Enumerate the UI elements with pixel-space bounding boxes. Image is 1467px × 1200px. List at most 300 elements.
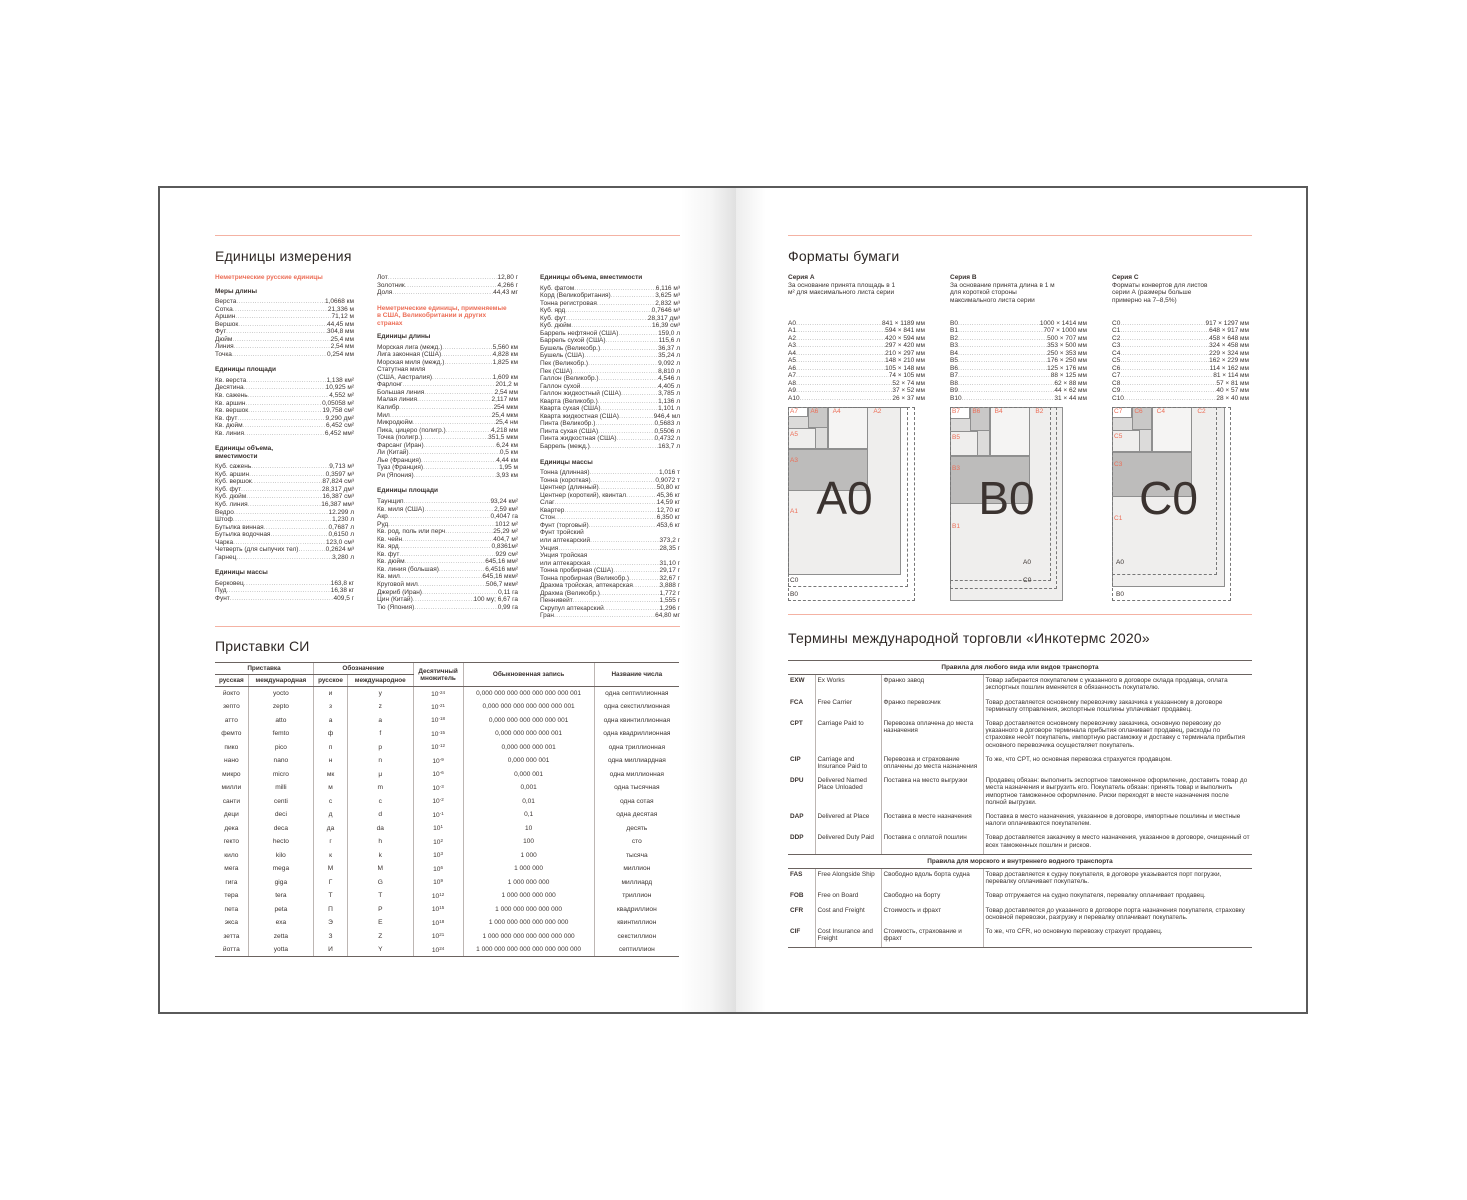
leader-dots [796, 380, 892, 388]
format-name: C9 [1112, 387, 1121, 395]
unit-name: Кв. сажень [215, 391, 248, 399]
multiplier: $10^{-3}$ [413, 781, 463, 795]
unit-row [215, 377, 354, 385]
unit-row [540, 597, 680, 605]
format-name: C10 [1112, 395, 1124, 403]
unit-value: 2,54 мм [330, 343, 354, 351]
format-name: A2 [788, 334, 796, 342]
col3-volume-list [540, 285, 680, 451]
unit-row [540, 368, 680, 376]
leader-dots [388, 521, 495, 529]
leader-dots [230, 595, 334, 603]
table-row [788, 905, 1252, 926]
table-row [215, 943, 679, 957]
unit-name: Линия [215, 343, 234, 351]
format-name: B9 [950, 387, 958, 395]
size-row [788, 350, 925, 358]
size-row [950, 387, 1087, 395]
symbol-international: n [347, 754, 413, 768]
prefix-international: micro [248, 768, 313, 782]
term-ru: Поставка в месте назначения [881, 811, 983, 832]
leader-dots [418, 581, 486, 589]
si-head-name: Название числа [594, 663, 679, 687]
unit-value: 0,11 га [498, 588, 518, 596]
format-size: 250 × 353 мм [1047, 349, 1087, 357]
format-label: C6 [1134, 408, 1143, 415]
symbol-russian: а [314, 714, 348, 728]
unit-value: 4,828 км [492, 351, 518, 359]
common-notation: 1 000 000 000 000 [463, 889, 594, 903]
term-code: DDP [788, 832, 815, 854]
unit-value: 1,609 км [492, 373, 518, 381]
incoterms-title: Термины международной торговли «Инкотермс 2020» [788, 630, 1150, 646]
format-label: C3 [1114, 461, 1123, 468]
unit-value: 163,8 кг [330, 579, 354, 587]
unit-row [377, 351, 518, 359]
us-length-list [377, 344, 518, 480]
table-row [215, 795, 679, 809]
unit-value: 0,99 га [497, 603, 518, 611]
unit-name: Статутная миля [377, 366, 426, 374]
unit-name: Тонна (короткая) [540, 476, 591, 484]
table-row [788, 697, 1252, 718]
prefix-international: deci [248, 808, 313, 822]
unit-name: Фунт (торговый) [540, 521, 589, 529]
term-ru: Перевозка оплачена до места назначения [881, 718, 983, 754]
prefix-international: pico [248, 741, 313, 755]
leader-dots [599, 375, 659, 383]
unit-name: Круговой мил [377, 581, 418, 588]
prefix-russian: тера [224, 892, 239, 900]
leader-dots [422, 589, 498, 597]
unit-value: 6,350 кг [656, 514, 680, 522]
unit-value: 6,452 см² [326, 422, 354, 430]
unit-name: Кв. ярд [377, 543, 399, 551]
symbol-international: μ [347, 768, 413, 782]
leader-dots [236, 554, 332, 562]
exponent: -2 [439, 797, 444, 803]
unit-value: 163,7 л [658, 442, 680, 450]
unit-row [215, 531, 354, 539]
unit-value: 4,218 мм [490, 426, 518, 434]
leader-dots [232, 351, 327, 359]
unit-row [215, 509, 354, 517]
common-notation: 0,000 000 000 000 000 000 000 001 [463, 687, 594, 701]
symbol-international: p [347, 741, 413, 755]
leader-dots [573, 597, 660, 605]
leader-dots [796, 320, 882, 328]
unit-name: Кв. мил [377, 573, 400, 581]
unit-name: Тонна пробирная (США) [540, 567, 614, 575]
leader-dots [246, 493, 322, 501]
leader-dots [404, 498, 491, 506]
unit-row [377, 457, 518, 465]
unit-value: 0,4047 га [490, 513, 518, 521]
unit-row [377, 566, 518, 574]
format-size: 44 × 62 мм [1054, 387, 1087, 395]
unit-name: Пика, цицеро (полигр.) [377, 426, 446, 434]
leader-dots [598, 428, 654, 436]
unit-row [215, 422, 354, 430]
unit-row [540, 582, 680, 590]
common-notation: 0,000 000 000 000 000 001 [463, 714, 594, 728]
leader-dots [796, 350, 885, 358]
unit-row [377, 573, 518, 581]
outline-label: A0 [1023, 559, 1031, 566]
leader-dots [595, 420, 654, 428]
unit-name: Микродюйм [377, 419, 413, 427]
term-code: CPT [790, 720, 803, 728]
volume-heading: Единицы объема, вместимости [215, 445, 274, 460]
unit-value: 3,625 м³ [655, 292, 680, 300]
leader-dots [611, 292, 656, 300]
outline-label: B0 [1116, 591, 1124, 598]
unit-value: 50,80 кг [656, 484, 680, 492]
unit-row [377, 359, 518, 367]
size-list [950, 320, 1087, 403]
multiplier: $10^{15}$ [413, 903, 463, 917]
group-heading: Правила для любого вида или видов транспорта [788, 661, 1252, 675]
unit-value: 0,7687 л [328, 523, 354, 531]
unit-value: 25,4 мм [330, 335, 354, 343]
unit-name: Акр [377, 513, 388, 521]
unit-value: 1,0668 км [325, 298, 354, 305]
format-size: 28 × 40 мм [1216, 395, 1249, 403]
us-area-heading: Единицы площади [377, 487, 438, 495]
size-row [788, 335, 925, 343]
common-notation: 1 000 000 000 000 000 [463, 903, 594, 917]
format-label: A2 [873, 408, 882, 415]
unit-name: Аршин [215, 313, 236, 321]
number-name: квадриллион [594, 903, 679, 917]
symbol-international: P [347, 903, 413, 917]
leader-dots [402, 381, 495, 389]
unit-name: Кв. миля (США) [377, 505, 425, 513]
unit-value: 45,36 кг [656, 491, 680, 499]
unit-name: Куб. дюйм [540, 322, 572, 330]
format-size: 176 × 250 мм [1047, 357, 1087, 365]
unit-value: 5,560 км [492, 343, 518, 351]
unit-row [377, 498, 518, 506]
leader-dots [270, 531, 328, 539]
common-notation: 0,001 [463, 781, 594, 795]
unit-name: Руд [377, 520, 389, 528]
unit-row [215, 478, 354, 486]
unit-value: 100 му; 6,67 га [473, 596, 518, 604]
term-en: Free Alongside Ship [815, 869, 881, 891]
exponent: -21 [438, 702, 445, 708]
table-row [215, 741, 679, 755]
leader-dots [800, 395, 893, 403]
leader-dots [633, 582, 660, 590]
unit-row [540, 435, 680, 443]
leader-dots [558, 545, 659, 553]
unit-name: Четверть (для сыпучих тел) [215, 546, 299, 554]
term-ru: Свободно на борту [881, 890, 983, 904]
symbol-russian: Э [314, 916, 348, 930]
prefix-russian: милли [221, 784, 242, 792]
table-row [788, 926, 1252, 948]
unit-row [377, 596, 518, 604]
term-code: DAP [790, 813, 804, 821]
format-name: A8 [788, 379, 796, 387]
term-code: FOB [790, 892, 804, 900]
paper-series-column [788, 274, 928, 403]
unit-name: Точка [215, 350, 232, 358]
leader-dots [409, 449, 500, 457]
prefix-international: mega [248, 862, 313, 876]
symbol-russian: с [314, 795, 348, 809]
multiplier: $10^{-24}$ [413, 687, 463, 701]
exponent: 24 [439, 945, 445, 951]
unit-name: Корд (Великобритания) [540, 292, 611, 300]
unit-value: 6,24 км [496, 441, 518, 449]
book-spread [158, 186, 1308, 1014]
si-rule [215, 626, 680, 627]
term-code: FCA [790, 698, 804, 706]
symbol-international: E [347, 916, 413, 930]
format-size: 210 × 297 мм [885, 349, 925, 357]
leader-dots [590, 469, 659, 477]
unit-value: 1,95 м [499, 464, 518, 472]
size-row [788, 365, 925, 373]
number-name: одна тысячная [594, 781, 679, 795]
symbol-international: d [347, 808, 413, 822]
term-ru: Стоимость, страхование и фрахт [881, 926, 983, 948]
unit-name: Слаг [540, 499, 555, 507]
table-row [788, 775, 1252, 811]
unit-name: Ри (Япония) [377, 471, 414, 479]
leader-dots [958, 357, 1047, 365]
big-format-label: C0 [1139, 472, 1198, 524]
format-label: A3 [790, 457, 798, 465]
volume-list [215, 463, 354, 561]
term-desc: То же, что CFR, но основную перевозку страхует продавец. [983, 926, 1252, 948]
unit-value: 1,136 л [658, 397, 680, 405]
symbol-international: Y [347, 943, 413, 957]
unit-name: Морская миля (межд.) [377, 358, 445, 366]
format-size: 31 × 44 мм [1054, 395, 1087, 403]
format-size: 648 × 917 мм [1209, 327, 1249, 335]
leader-dots [241, 486, 322, 494]
unit-name: Центнер (длинный) [540, 484, 599, 492]
col3-mass-heading: Единицы массы [540, 458, 593, 466]
unit-name: Куб. дюйм [215, 493, 247, 501]
table-row [788, 718, 1252, 754]
paper-format-diagram [1112, 407, 1225, 601]
unit-name: Тонна (длинная) [540, 469, 590, 477]
unit-value: 645,16 мм² [485, 558, 518, 566]
unit-row [540, 405, 680, 413]
unit-value: 2,59 км² [494, 505, 518, 513]
term-desc: Продавец обязан: выполнить экспортное таможенное оформление, доставить товар до места назначения и выгрузить его. Покупатель обязан: принять товар и выполнить импортное таможенное оформление. Риски переходят в месте назначения после полной выгрузки. [983, 775, 1252, 811]
unit-value: 10,925 м² [325, 384, 354, 392]
leader-dots [235, 313, 331, 321]
format-label: B5 [952, 434, 960, 442]
unit-value: 453,6 кг [656, 521, 680, 529]
symbol-international: y [347, 687, 413, 701]
unit-value: 0,7646 м³ [651, 307, 680, 315]
unit-name: Джериб (Иран) [377, 588, 422, 596]
unit-value: 0,8361м² [491, 543, 518, 551]
format-name: C5 [1112, 357, 1121, 365]
leader-dots [588, 360, 658, 368]
unit-row [540, 477, 680, 485]
unit-name: Бутылка водочная [215, 531, 271, 539]
unit-name: Центнер (короткий), квинтал [540, 491, 627, 499]
b0-outline [1112, 407, 1231, 601]
unit-row [215, 351, 354, 359]
unit-row [540, 537, 680, 545]
size-row [1112, 350, 1249, 358]
leader-dots [613, 567, 659, 575]
unit-name: Калибр [377, 404, 400, 412]
unit-value: 4,552 м² [329, 391, 354, 399]
size-row [1112, 357, 1249, 365]
unit-name: Стон [540, 514, 555, 522]
number-name: одна десятая [594, 808, 679, 822]
table-row [788, 890, 1252, 904]
size-row [950, 350, 1087, 358]
unit-row [215, 501, 354, 509]
unit-value: 6,116 м³ [655, 284, 680, 292]
unit-name: Куб. ярд [540, 307, 566, 315]
leader-dots [958, 342, 1047, 350]
paper-series-column [950, 274, 1090, 403]
unit-row [215, 539, 354, 547]
unit-value: 16,387 см³ [322, 493, 354, 501]
unit-name: Сотка [215, 305, 233, 313]
exponent: 6 [440, 864, 443, 870]
unit-value: 159,0 л [658, 329, 680, 337]
unit-name: Кварта жидкостная (США) [540, 412, 619, 420]
format-name: A0 [788, 319, 796, 327]
number-name: одна септиллионная [594, 687, 679, 701]
outline-label: C0 [1023, 577, 1032, 584]
unit-row [215, 595, 354, 603]
unit-value: 1,296 г [659, 604, 680, 612]
unit-name: Тонна пробирная (Великобр.) [540, 574, 630, 582]
format-size: 62 × 88 мм [1054, 379, 1087, 387]
leader-dots [414, 472, 497, 480]
leader-dots [414, 604, 497, 612]
unit-row [377, 412, 518, 420]
us-length-heading: Единицы длины [377, 333, 431, 341]
unit-name: Кв. верста [215, 376, 247, 384]
leader-dots [958, 380, 1054, 388]
term-ru: Свободно вдоль борта судна [881, 869, 983, 891]
table-row [215, 768, 679, 782]
unit-value: 201,2 м [495, 381, 518, 389]
unit-row [377, 589, 518, 597]
unit-value: 25,29 м² [493, 528, 518, 536]
unit-value: 1,555 г [659, 597, 680, 605]
format-name: A1 [788, 327, 796, 335]
term-en: Free on Board [815, 890, 881, 904]
area-list [215, 377, 354, 437]
page-fold-shadow [680, 188, 736, 1012]
number-name: квинтиллион [594, 916, 679, 930]
unit-name: Кв. фут [377, 550, 400, 558]
format-name: A6 [788, 364, 796, 372]
unit-name: Лига законная (США) [377, 351, 442, 359]
length-list [215, 298, 354, 358]
number-name: одна миллиардная [594, 754, 679, 768]
leader-dots [442, 344, 492, 352]
unit-name: Фарлонг [377, 381, 403, 389]
format-name: B5 [950, 357, 958, 365]
table-row [215, 876, 679, 890]
number-name: триллион [594, 889, 679, 903]
prefix-russian: микро [222, 770, 241, 778]
big-format-label: B0 [978, 472, 1035, 524]
unit-row [540, 612, 680, 620]
size-row [1112, 387, 1249, 395]
leader-dots [796, 387, 892, 395]
common-notation: 1 000 000 [463, 862, 594, 876]
leader-dots [626, 492, 657, 500]
unit-name: Кв. дюйм [215, 422, 243, 430]
unit-value: 4,266 г [497, 281, 518, 289]
unit-name: Ведро [215, 508, 234, 516]
format-name: B6 [950, 364, 958, 372]
unit-value: 1,825 км [492, 358, 518, 366]
unit-name: Квартер [540, 506, 565, 514]
multiplier: $10^{-6}$ [413, 768, 463, 782]
unit-value: 9,290 дм² [325, 414, 354, 422]
b0-outline [788, 407, 915, 601]
leader-dots [248, 392, 330, 400]
unit-value: 0,6150 л [328, 531, 354, 539]
format-size: 594 × 841 мм [885, 327, 925, 335]
format-size: 105 × 148 мм [885, 364, 925, 372]
prefix-international: giga [248, 876, 313, 890]
symbol-international: z [347, 700, 413, 714]
unit-row [215, 516, 354, 524]
si-head-mult: Десятичный множитель [413, 663, 463, 687]
number-name: одна квинтиллионная [594, 714, 679, 728]
common-notation: 0,000 000 001 [463, 754, 594, 768]
symbol-russian: и [314, 687, 348, 701]
leader-dots [1120, 327, 1209, 335]
unit-value: 93,24 км² [490, 497, 518, 505]
size-row [950, 357, 1087, 365]
unit-row [215, 493, 354, 501]
format-name: B3 [950, 342, 958, 350]
unit-row [540, 352, 680, 360]
unit-name: Драхма тройская, аптекарская [540, 582, 633, 590]
leader-dots [572, 368, 658, 376]
unit-row [377, 506, 518, 514]
symbol-russian: з [314, 700, 348, 714]
table-row [215, 903, 679, 917]
units-column-1 [215, 274, 354, 603]
leader-dots [234, 343, 331, 351]
symbol-international: h [347, 835, 413, 849]
size-list [788, 320, 925, 403]
format-size: 458 × 648 мм [1209, 334, 1249, 342]
unit-value: 19,758 см² [322, 407, 354, 415]
unit-row [377, 289, 518, 297]
paper-format-diagram [950, 407, 1063, 601]
leader-dots [601, 405, 659, 413]
unit-name: Чарка [215, 538, 234, 546]
table-row [215, 930, 679, 944]
unit-name: Унция тройская [540, 552, 588, 560]
term-ru: Франко перевозчик [881, 697, 983, 718]
unit-value: 87,824 см³ [322, 478, 354, 486]
prefix-russian: атто [224, 716, 238, 724]
